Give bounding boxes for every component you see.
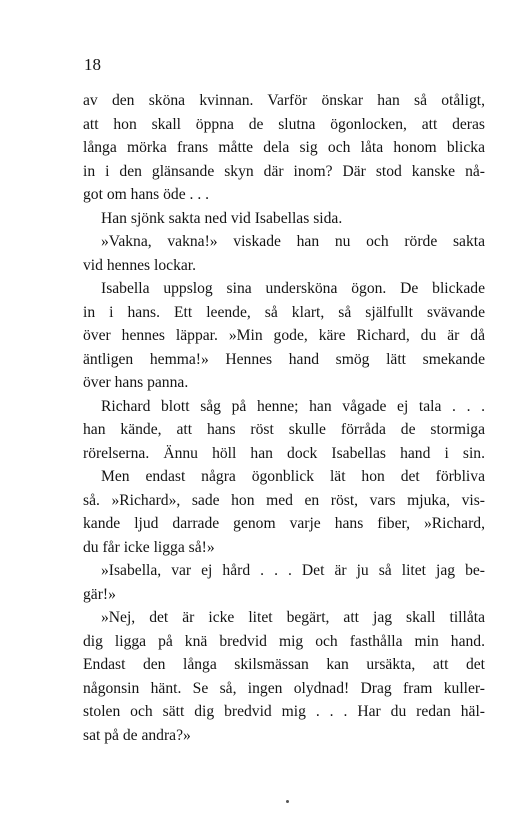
text-line: »Nej, det är icke litet begärt, att jag skall tillåta <box>101 609 485 626</box>
text-line: långa mörka frans måtte dela sig och låta honom blicka <box>83 139 485 156</box>
text-line: äntligen hemma!» Hennes hand smög lätt smekande <box>83 350 485 368</box>
text-line: han kände, att hans röst skulle förråda de stormiga <box>83 421 485 438</box>
text-line: så. »Richard», sade hon med en röst, vars mjuka, vis- <box>83 491 485 509</box>
text-line: Richard blott såg på henne; han vågade ej tala . . . <box>101 397 485 415</box>
text-line: gär!» <box>83 585 116 603</box>
body-text <box>83 89 485 747</box>
text-line: över hans panna. <box>83 374 189 391</box>
text-line: Han sjönk sakta ned vid Isabellas sida. <box>101 209 343 227</box>
text-line: got om hans öde . . . <box>83 186 210 203</box>
text-line: Endast den långa skilsmässan kan ursäkta, att det <box>83 656 485 673</box>
text-line: rörelserna. Ännu höll han dock Isabellas hand i sin. <box>83 444 485 462</box>
text-line: du får icke ligga så!» <box>83 538 215 556</box>
text-line: sat på de andra?» <box>83 726 191 744</box>
text-line: Men endast några ögonblick lät hon det förbliva <box>101 468 485 485</box>
text-line: kande ljud darrade genom varje hans fiber, »Richard, <box>83 515 485 532</box>
text-line: över hennes läppar. »Min gode, käre Richard, du är då <box>83 327 485 344</box>
text-line: dig ligga på knä bredvid mig och fasthålla min hand. <box>83 632 485 650</box>
text-line: in i hans. Ett leende, så klart, så själfullt svävande <box>83 303 485 321</box>
text-line: »Isabella, var ej hård . . . Det är ju så litet jag be- <box>101 562 485 579</box>
page-number: 18 <box>84 55 101 74</box>
text-line: »Vakna, vakna!» viskade han nu och rörde sakta <box>101 233 485 250</box>
text-line: av den sköna kvinnan. Varför önskar han så otåligt, <box>83 92 485 109</box>
text-line: att hon skall öppna de slutna ögonlocken, att deras <box>83 115 485 133</box>
text-line: stolen och sätt dig bredvid mig . . . Har du redan häl- <box>83 703 485 720</box>
text-line: vid hennes lockar. <box>83 256 197 274</box>
text-line: Isabella uppslog sina undersköna ögon. De blickade <box>101 280 485 297</box>
text-line: någonsin hänt. Se så, ingen olydnad! Drag fram kuller- <box>83 679 485 697</box>
text-line: in i den glänsande skyn där inom? Där stod kanske nå- <box>83 162 485 180</box>
print-speck <box>286 800 289 803</box>
